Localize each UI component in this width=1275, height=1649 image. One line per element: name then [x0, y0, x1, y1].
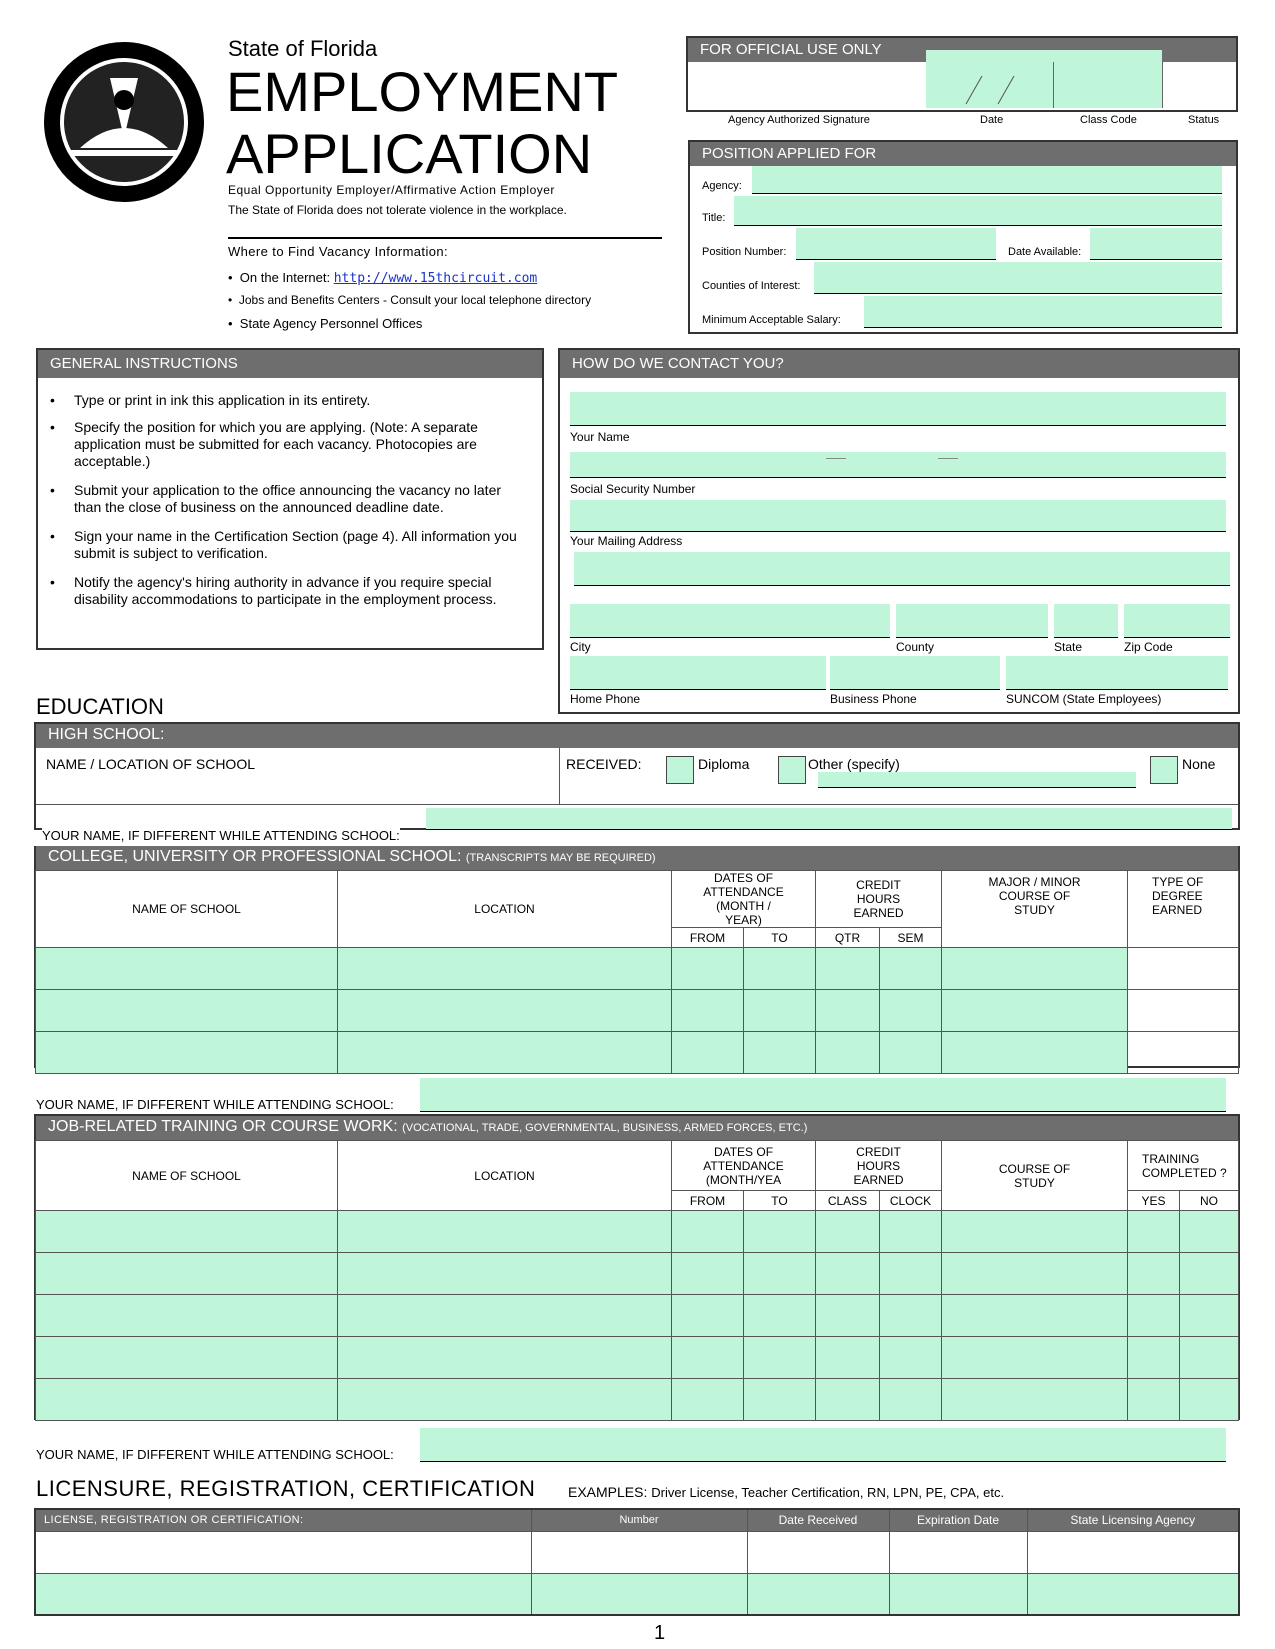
official-use-box — [686, 36, 1238, 112]
diploma-checkbox[interactable] — [666, 756, 694, 784]
title-employment: EMPLOYMENT — [226, 60, 619, 123]
table-row — [36, 1253, 1239, 1295]
college-col-from: FROM — [672, 928, 744, 948]
hs-divider — [559, 748, 560, 804]
vacancy-link[interactable]: http://www.15thcircuit.com — [333, 271, 538, 286]
college-col-qtr: QTR — [816, 928, 880, 948]
table-row — [36, 1337, 1239, 1379]
instruction-item: • Sign your name in the Certification Section (page 4). All information you submit is subject to verification. — [50, 528, 517, 561]
state-field[interactable] — [1054, 604, 1118, 638]
business-phone-field[interactable] — [830, 656, 1000, 690]
school-name-location-label: NAME / LOCATION OF SCHOOL — [46, 756, 255, 772]
lic-col-license: LICENSE, REGISTRATION OR CERTIFICATION: — [35, 1509, 531, 1531]
state-name: State of Florida — [228, 36, 378, 61]
contact-title: HOW DO WE CONTACT YOU? — [560, 350, 1238, 378]
city-label: City — [570, 640, 591, 654]
contact-box — [558, 348, 1240, 714]
vacancy-internet: • On the Internet: http://www.15thcircuit.com — [228, 270, 538, 286]
instructions-title: GENERAL INSTRUCTIONS — [38, 350, 542, 378]
zip-label: Zip Code — [1124, 640, 1173, 654]
table-row — [36, 1295, 1239, 1337]
job-col-name: NAME OF SCHOOL — [36, 1141, 338, 1211]
state-seal-logo — [40, 38, 208, 206]
salary-label: Minimum Acceptable Salary: — [702, 314, 841, 326]
job-col-credit: CREDIT HOURS EARNED — [816, 1141, 942, 1191]
college-col-sem: SEM — [880, 928, 942, 948]
instruction-item: • Submit your application to the office announcing the vacancy no later than the close of business on the announced deadline date. — [50, 482, 502, 515]
official-date-field[interactable] — [926, 62, 1054, 108]
college-col-credit: CREDIT HOURS EARNED — [816, 871, 942, 928]
date-available-field[interactable] — [1090, 228, 1222, 260]
job-col-to: TO — [744, 1191, 816, 1211]
suncom-label: SUNCOM (State Employees) — [1006, 692, 1162, 706]
high-school-title: HIGH SCHOOL: — [36, 724, 1238, 748]
high-school-box — [34, 722, 1240, 843]
date-available-label: Date Available: — [1008, 246, 1082, 258]
county-field[interactable] — [896, 604, 1048, 638]
table-row — [35, 1573, 1239, 1615]
college-diff-name-label: YOUR NAME, IF DIFFERENT WHILE ATTENDING SCHOOL: — [36, 1097, 394, 1112]
hs-row-divider — [36, 804, 1238, 805]
official-divider — [1162, 62, 1163, 108]
job-training-box — [34, 1114, 1240, 1420]
licensure-table — [34, 1508, 1240, 1616]
job-diff-name-field[interactable] — [420, 1428, 1226, 1462]
vacancy-agency: • State Agency Personnel Offices — [228, 316, 423, 331]
diploma-label: Diploma — [698, 756, 750, 772]
college-col-degree: TYPE OF DEGREE EARNED — [1128, 871, 1239, 948]
official-date-label: Date — [980, 114, 1004, 126]
lic-col-agency: State Licensing Agency — [1027, 1509, 1239, 1531]
college-table — [35, 870, 1239, 1074]
instruction-item: • Type or print in ink this application in its entirety. — [50, 392, 371, 408]
name-field[interactable] — [570, 392, 1226, 426]
instructions-box — [36, 348, 544, 650]
college-col-location: LOCATION — [338, 871, 672, 948]
job-col-clock: CLOCK — [880, 1191, 942, 1211]
job-col-location: LOCATION — [338, 1141, 672, 1211]
title-label: Title: — [702, 212, 726, 224]
state-label: State — [1054, 640, 1083, 654]
lic-col-number: Number — [531, 1509, 747, 1531]
position-number-field[interactable] — [796, 228, 996, 260]
official-class-label: Class Code — [1080, 114, 1137, 126]
agency-field[interactable] — [752, 166, 1222, 194]
licensure-heading: LICENSURE, REGISTRATION, CERTIFICATION — [36, 1476, 536, 1501]
college-col-name: NAME OF SCHOOL — [36, 871, 338, 948]
other-checkbox[interactable] — [778, 756, 806, 784]
official-sig-label: Agency Authorized Signature — [728, 114, 870, 126]
college-col-dates: DATES OF ATTENDANCE (MONTH / YEAR) — [672, 871, 816, 928]
suncom-field[interactable] — [1006, 656, 1228, 690]
position-title: POSITION APPLIED FOR — [690, 142, 1236, 166]
county-label: County — [896, 640, 935, 654]
ssn-field[interactable] — [570, 452, 1226, 478]
table-row — [36, 1379, 1239, 1421]
other-label: Other (specify) — [808, 756, 900, 772]
job-col-class: CLASS — [816, 1191, 880, 1211]
college-title: COLLEGE, UNIVERSITY OR PROFESSIONAL SCHOOL: (TRANSCRIPTS MAY BE REQUIRED) — [36, 846, 1238, 870]
table-row — [36, 948, 1239, 990]
mailing-address-field[interactable] — [570, 500, 1226, 532]
college-col-to: TO — [744, 928, 816, 948]
job-training-table — [35, 1140, 1239, 1421]
eeo-statement: Equal Opportunity Employer/Affirmative Action Employer — [228, 183, 555, 197]
city-field[interactable] — [570, 604, 890, 638]
job-col-dates: DATES OF ATTENDANCE (MONTH/YEA — [672, 1141, 816, 1191]
job-col-course: COURSE OF STUDY — [942, 1141, 1128, 1211]
home-phone-label: Home Phone — [570, 692, 641, 706]
other-specify-field[interactable] — [818, 772, 1136, 788]
table-row — [36, 990, 1239, 1032]
address-line2-field[interactable] — [574, 552, 1230, 586]
instructions-list — [50, 392, 526, 608]
position-box — [688, 140, 1238, 334]
job-diff-name-label: YOUR NAME, IF DIFFERENT WHILE ATTENDING SCHOOL: — [36, 1447, 394, 1462]
instruction-item: • Specify the position for which you are applying. (Note: A separate application must be submitted for each vacancy. Photocopies are acceptable.) — [50, 419, 478, 469]
none-label: None — [1182, 756, 1216, 772]
violence-statement: The State of Florida does not tolerate violence in the workplace. — [228, 203, 567, 217]
home-phone-field[interactable] — [570, 656, 826, 690]
job-training-title: JOB-RELATED TRAINING OR COURSE WORK: (VOCATIONAL, TRADE, GOVERNMENTAL, BUSINESS, ARMED FORCES, ETC.) — [36, 1116, 1238, 1140]
received-label: RECEIVED: — [566, 756, 642, 772]
college-diff-name-field[interactable] — [420, 1078, 1226, 1112]
official-status-label: Status — [1188, 114, 1220, 126]
table-row — [36, 1211, 1239, 1253]
salary-field[interactable] — [864, 296, 1222, 328]
title-divider — [228, 237, 662, 239]
address-label: Your Mailing Address — [570, 534, 683, 548]
job-col-yes: YES — [1128, 1191, 1180, 1211]
business-phone-label: Business Phone — [830, 692, 917, 706]
position-number-label: Position Number: — [702, 246, 787, 258]
table-row — [36, 1032, 1239, 1074]
vacancy-jobs: • Jobs and Benefits Centers - Consult your local telephone directory — [228, 293, 592, 307]
page-number: 1 — [654, 1622, 666, 1644]
lic-col-expiration: Expiration Date — [889, 1509, 1027, 1531]
table-row — [35, 1531, 1239, 1573]
job-col-no: NO — [1180, 1191, 1239, 1211]
vacancy-heading: Where to Find Vacancy Information: — [228, 244, 449, 259]
hs-diff-name-label: YOUR NAME, IF DIFFERENT WHILE ATTENDING SCHOOL: — [42, 828, 400, 843]
title-application: APPLICATION — [226, 122, 593, 185]
agency-label: Agency: — [702, 180, 742, 192]
counties-label: Counties of Interest: — [702, 280, 801, 292]
ssn-label: Social Security Number — [570, 482, 696, 496]
hs-diff-name-field[interactable] — [426, 808, 1232, 830]
zip-field[interactable] — [1124, 604, 1230, 638]
job-col-from: FROM — [672, 1191, 744, 1211]
none-checkbox[interactable] — [1150, 756, 1178, 784]
name-label: Your Name — [570, 430, 630, 444]
lic-col-received: Date Received — [747, 1509, 889, 1531]
licensure-examples: EXAMPLES: Driver License, Teacher Certification, RN, LPN, PE, CPA, etc. — [568, 1484, 1005, 1500]
college-box — [34, 846, 1240, 1068]
title-field[interactable] — [734, 196, 1222, 226]
college-col-major: MAJOR / MINOR COURSE OF STUDY — [942, 871, 1128, 948]
counties-field[interactable] — [814, 262, 1222, 294]
education-heading: EDUCATION — [36, 694, 164, 719]
instruction-item: • Notify the agency's hiring authority in advance if you require special disability accommodations to participate in the employment process. — [50, 574, 497, 607]
official-use-title: FOR OFFICIAL USE ONLY — [688, 38, 1236, 62]
job-col-training: TRAINING COMPLETED ? — [1128, 1141, 1239, 1191]
